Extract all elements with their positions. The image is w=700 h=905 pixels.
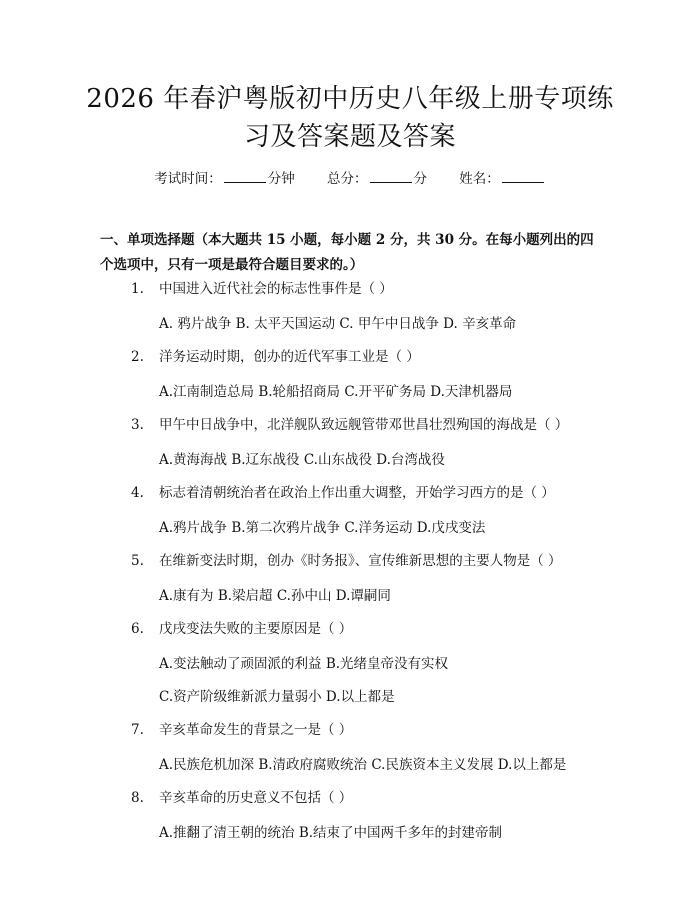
exam-time-blank	[224, 168, 266, 183]
question-options	[0, 314, 700, 347]
question-options	[0, 450, 700, 483]
section-heading: 一、单项选择题（本大题共 15 小题，每小题 2 分，共 30 分。在每小题列出的四个选项中，只有一项是最符合题目要求的。）	[100, 232, 594, 273]
question-number: 5.	[131, 553, 144, 569]
question-stem	[0, 279, 700, 314]
question-number: 6.	[131, 621, 144, 637]
exam-info-row	[0, 168, 700, 189]
question-text: 中国进入近代社会的标志性事件是（ ）	[159, 281, 393, 297]
question-text: 洋务运动时期，创办的近代军事工业是（ ）	[159, 349, 420, 365]
question-options	[0, 823, 700, 856]
option-text: A.民族危机加深 B.清政府腐败统治 C.民族资本主义发展 D.以上都是	[159, 757, 567, 773]
question-options	[0, 586, 700, 619]
question-options	[0, 382, 700, 415]
question-text: 辛亥革命的历史意义不包括（ ）	[159, 790, 353, 806]
question-number: 2.	[131, 349, 144, 365]
option-text: A.推翻了清王朝的统治 B.结束了中国两千多年的封建帝制	[159, 825, 503, 841]
option-text: A. 鸦片战争 B. 太平天国运动 C. 甲午中日战争 D. 辛亥革命	[159, 316, 517, 332]
question-stem	[0, 347, 700, 382]
option-text: A.变法触动了顽固派的利益 B.光绪皇帝没有实权	[159, 656, 449, 672]
exam-time-field	[154, 171, 299, 187]
student-name-field	[459, 171, 546, 187]
title-line-2: 习及答案题及答案	[243, 122, 456, 152]
question-stem	[0, 415, 700, 450]
question-text: 甲午中日战争中，北洋舰队致远舰管带邓世昌壮烈殉国的海战是（ ）	[159, 417, 569, 433]
exam-time-unit: 分钟	[267, 171, 295, 187]
question-number: 7.	[131, 722, 144, 738]
question-options	[0, 687, 700, 720]
student-name-label: 姓名：	[459, 171, 500, 187]
question-options	[0, 654, 700, 687]
question-stem	[0, 720, 700, 755]
question-text: 标志着清朝统治者在政治上作出重大调整，开始学习西方的是（ ）	[159, 485, 555, 501]
option-text: A.江南制造总局 B.轮船招商局 C.开平矿务局 D.天津机器局	[159, 384, 513, 400]
question-number: 4.	[131, 485, 144, 501]
total-score-blank	[370, 168, 412, 183]
option-text: A.康有为 B.梁启超 C.孙中山 D.谭嗣同	[159, 588, 391, 604]
total-score-unit: 分	[413, 171, 427, 187]
question-text: 辛亥革命发生的背景之一是（ ）	[159, 722, 353, 738]
question-text: 在维新变法时期，创办《时务报》、宣传维新思想的主要人物是（ ）	[159, 553, 562, 569]
question-number: 1.	[131, 281, 144, 297]
question-number: 3.	[131, 417, 144, 433]
question-options	[0, 518, 700, 551]
question-stem	[0, 788, 700, 823]
total-score-field	[327, 171, 431, 187]
question-options	[0, 755, 700, 788]
student-name-blank	[502, 168, 544, 183]
exam-time-label: 考试时间：	[154, 171, 222, 187]
question-list	[0, 279, 700, 856]
option-text: A.黄海海战 B.辽东战役 C.山东战役 D.台湾战役	[159, 452, 445, 468]
option-text: C.资产阶级维新派力量弱小 D.以上都是	[159, 689, 395, 705]
question-stem	[0, 619, 700, 654]
question-text: 戊戌变法失败的主要原因是（ ）	[159, 621, 353, 637]
total-score-label: 总分：	[327, 171, 368, 187]
question-stem	[0, 483, 700, 518]
option-text: A.鸦片战争 B.第二次鸦片战争 C.洋务运动 D.戊戌变法	[159, 520, 486, 536]
title-line-1: 2026 年春沪粤版初中历史八年级上册专项练	[86, 84, 614, 114]
question-number: 8.	[131, 790, 144, 806]
question-stem	[0, 551, 700, 586]
document-title	[60, 80, 640, 156]
